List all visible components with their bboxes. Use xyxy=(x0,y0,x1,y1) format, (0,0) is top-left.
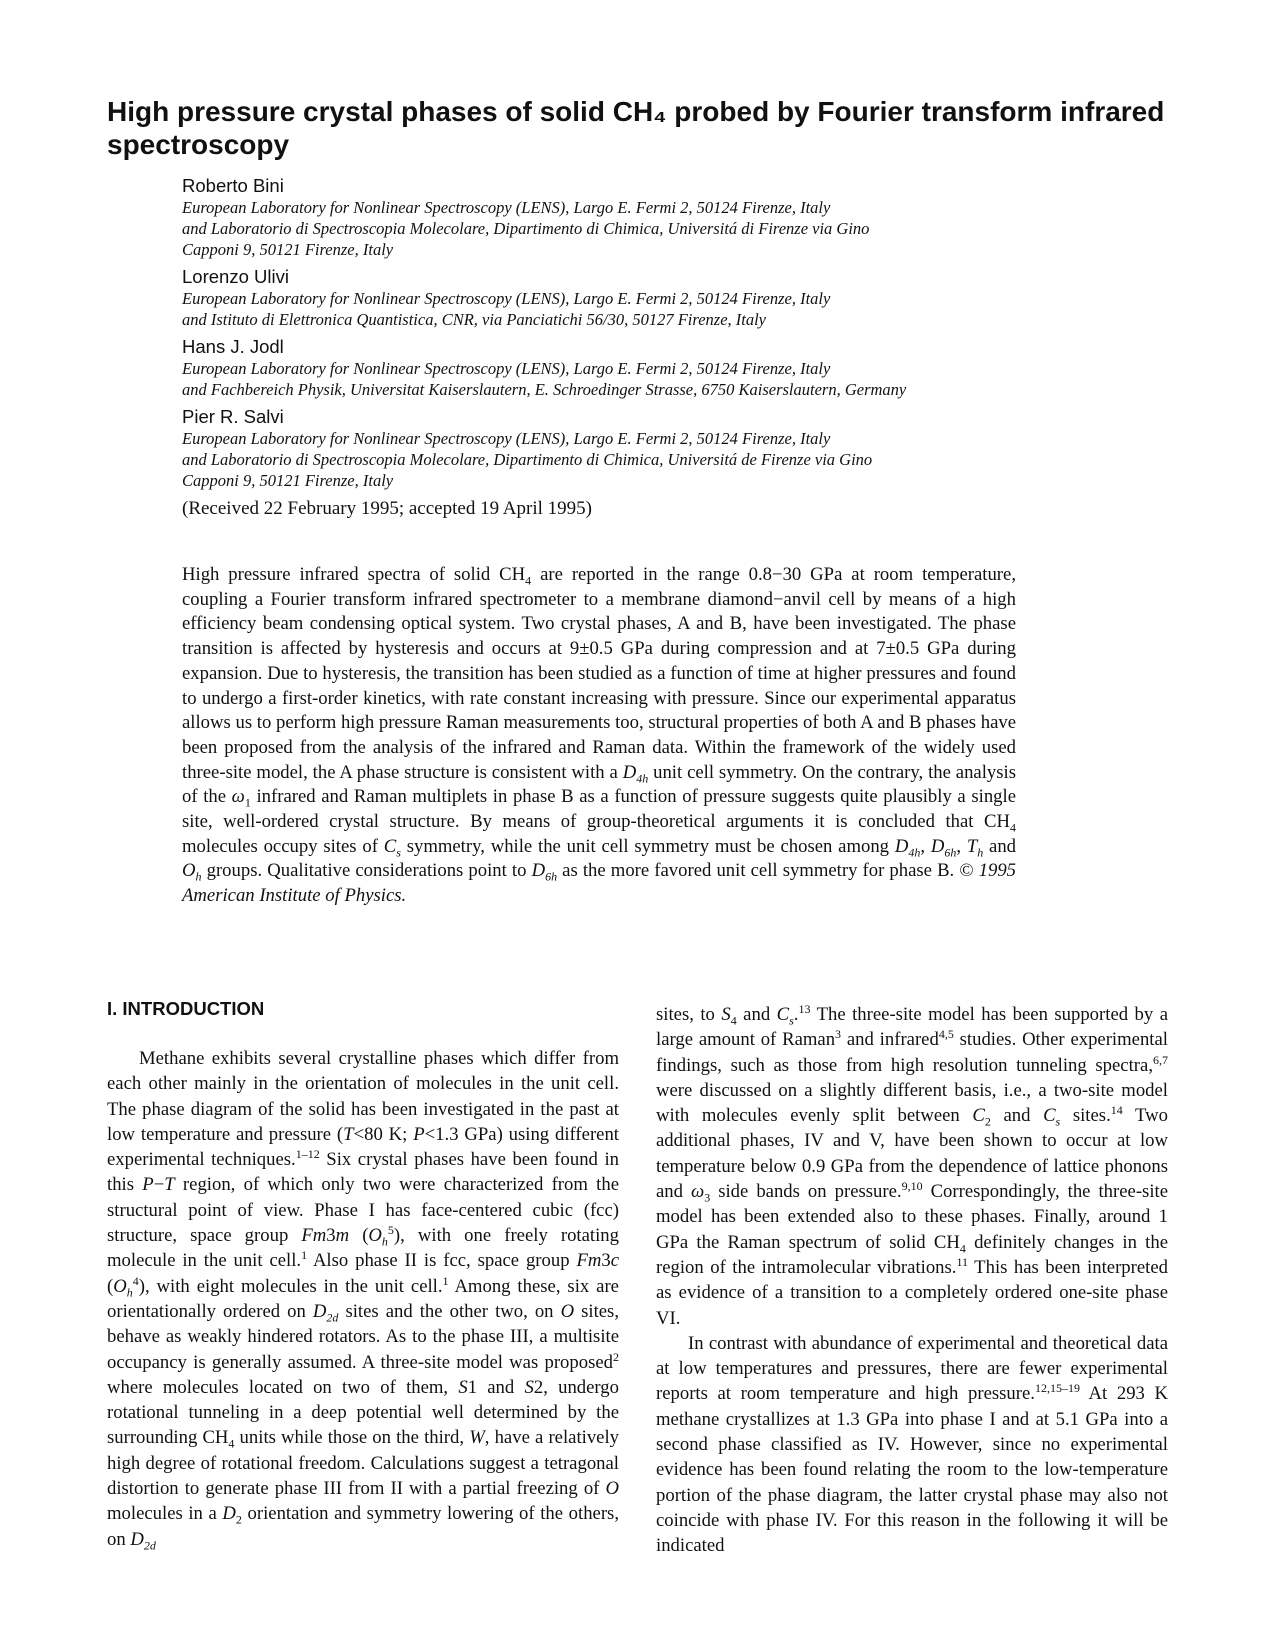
author-name: Hans J. Jodl xyxy=(182,336,284,357)
body-paragraph: In contrast with abundance of experimental and theoretical data at low temperatures and pressures, there are fewer experimental reports at room temperature and high pressure.$^{12,15-19}$ At 293 K methane crystallizes at 1.3 GPa into phase I and at 5.1 GPa into a second phase classified as IV. However, since no experimental evidence has been found relating the room to the low-temperature portion of the phase diagram, the latter crystal phase may also not coincide with phase IV. For this reason in the following it will be indicated xyxy=(656,1332,1169,1557)
author-name: Roberto Bini xyxy=(182,175,284,196)
author-entry xyxy=(182,406,1042,491)
author-entry xyxy=(182,175,1042,260)
paper-title: High pressure crystal phases of solid CH₄ probed by Fourier transform infrared spectroscopy xyxy=(107,96,1165,160)
received-dates: (Received 22 February 1995; accepted 19 April 1995) xyxy=(182,498,592,519)
abstract: High pressure infrared spectra of solid $CH_4$ are reported in the range 0.8−30 GPa at room temperature, coupling a Fourier transform infrared spectrometer to a membrane diamond−anvil cell by means of a high efficiency beam condensing optical system. Two crystal phases, A and B, have been investigated. The phase transition is affected by hysteresis and occurs at 9±0.5 GPa during compression and at 7±0.5 GPa during expansion. Due to hysteresis, the transition has been studied as a function of time at higher pressures and found to undergo a first-order kinetics, with rate constant increasing with pressure. Since our experimental apparatus allows us to perform high pressure Raman measurements too, structural properties of both A and B phases have been proposed from the analysis of the infrared and Raman data. Within the framework of the widely used three-site model, the A phase structure is consistent with a $D_{4h}$ unit cell symmetry. On the contrary, the analysis of the $\omega_1$ infrared and Raman multiplets in phase B as a function of pressure suggests quite plausibly a single site, well-ordered crystal structure. By means of group-theoretical arguments it is concluded that $CH_4$ molecules occupy sites of $C_s$ symmetry, while the unit cell symmetry must be chosen among $D_{4h}$, $D_{6h}$, $T_h$ and $O_h$ groups. Qualitative considerations point to $D_{6h}$ as the more favored unit cell symmetry for phase B. © 1995 American Institute of Physics. xyxy=(182,564,1017,907)
column-right xyxy=(656,1002,1168,1559)
copyright-notice: 1995 American Institute of Physics. xyxy=(182,860,1016,907)
section-heading: I. INTRODUCTION xyxy=(107,998,265,1019)
author-affiliation: European Laboratory for Nonlinear Spectroscopy (LENS), Largo E. Fermi 2, 50124 Firenze, Italy and Laboratorio di Spectroscopia Molecolare, Dipartimento di Chimica, Universitá di Firenze via Gino Capponi 9, 50121 Firenze, Italy xyxy=(182,198,870,259)
author-affiliation: European Laboratory for Nonlinear Spectroscopy (LENS), Largo E. Fermi 2, 50124 Firenze, Italy and Fachbereich Physik, Universitat Kaiserslautern, E. Schroedinger Strasse, 6750 Kaiserslautern, Germany xyxy=(182,359,907,399)
author-entry xyxy=(182,336,1042,400)
column-left xyxy=(107,998,619,1552)
author-name: Lorenzo Ulivi xyxy=(182,266,289,287)
body-paragraph: Methane exhibits several crystalline phases which differ from each other mainly in the orientation of molecules in the unit cell. The phase diagram of the solid has been investigated in the past at low temperature and pressure (T<80 K; P<1.3 GPa) using different experimental techniques.$^{1-12}$ Six crystal phases have been found in this P−T region, of which only two were characterized from the structural point of view. Phase I has face-centered cubic (fcc) structure, space group Fm3m $(O_h^5)$, with one freely rotating molecule in the unit cell.$^1$ Also phase II is fcc, space group Fm3c $(O_h^4)$, with eight molecules in the unit cell.$^1$ Among these, six are orientationally ordered on $D_{2d}$ sites and the other two, on O sites, behave as weakly hindered rotators. As to the phase III, a multisite occupancy is generally assumed. A three-site model was proposed$^2$ where molecules located on two of them, S1 and S2, undergo rotational tunneling in a deep potential well determined by the surrounding $CH_4$ units while those on the third, W, have a relatively high degree of rotational freedom. Calculations suggest a tetragonal distortion to generate phase III from II with a partial freezing of O molecules in a $D_2$ orientation and symmetry lowering of the others, on $D_{2d}$ xyxy=(107,1048,620,1553)
author-block xyxy=(182,175,1042,521)
author-affiliation: European Laboratory for Nonlinear Spectroscopy (LENS), Largo E. Fermi 2, 50124 Firenze, Italy and Laboratorio di Spectroscopia Molecolare, Dipartimento di Chimica, Universitá de Firenze via Gino Capponi 9, 50121 Firenze, Italy xyxy=(182,429,873,490)
author-entry xyxy=(182,266,1042,330)
author-name: Pier R. Salvi xyxy=(182,406,284,427)
body-paragraph: sites, to $S_4$ and $C_s.^{13}$ The three-site model has been supported by a large amount of Raman$^3$ and infrared$^{4,5}$ studies. Other experimental findings, such as those from high resolution tunneling spectra,$^{6,7}$ were discussed on a slightly different basis, i.e., a two-site model with molecules evenly split between $C_2$ and $C_s$ sites.$^{14}$ Two additional phases, IV and V, have been shown to occur at low temperature below 0.9 GPa from the dependence of lattice phonons and $\omega_3$ side bands on pressure.$^{9,10}$ Correspondingly, the three-site model has been extended also to these phases. Finally, around 1 GPa the Raman spectrum of solid $CH_4$ definitely changes in the region of the intramolecular vibrations.$^{11}$ This has been interpreted as evidence of a transition to a completely ordered one-site phase VI. xyxy=(656,1001,1169,1329)
author-affiliation: European Laboratory for Nonlinear Spectroscopy (LENS), Largo E. Fermi 2, 50124 Firenze, Italy and Istituto di Elettronica Quantistica, CNR, via Panciatichi 56/30, 50127 Firenze, Italy xyxy=(182,289,831,329)
